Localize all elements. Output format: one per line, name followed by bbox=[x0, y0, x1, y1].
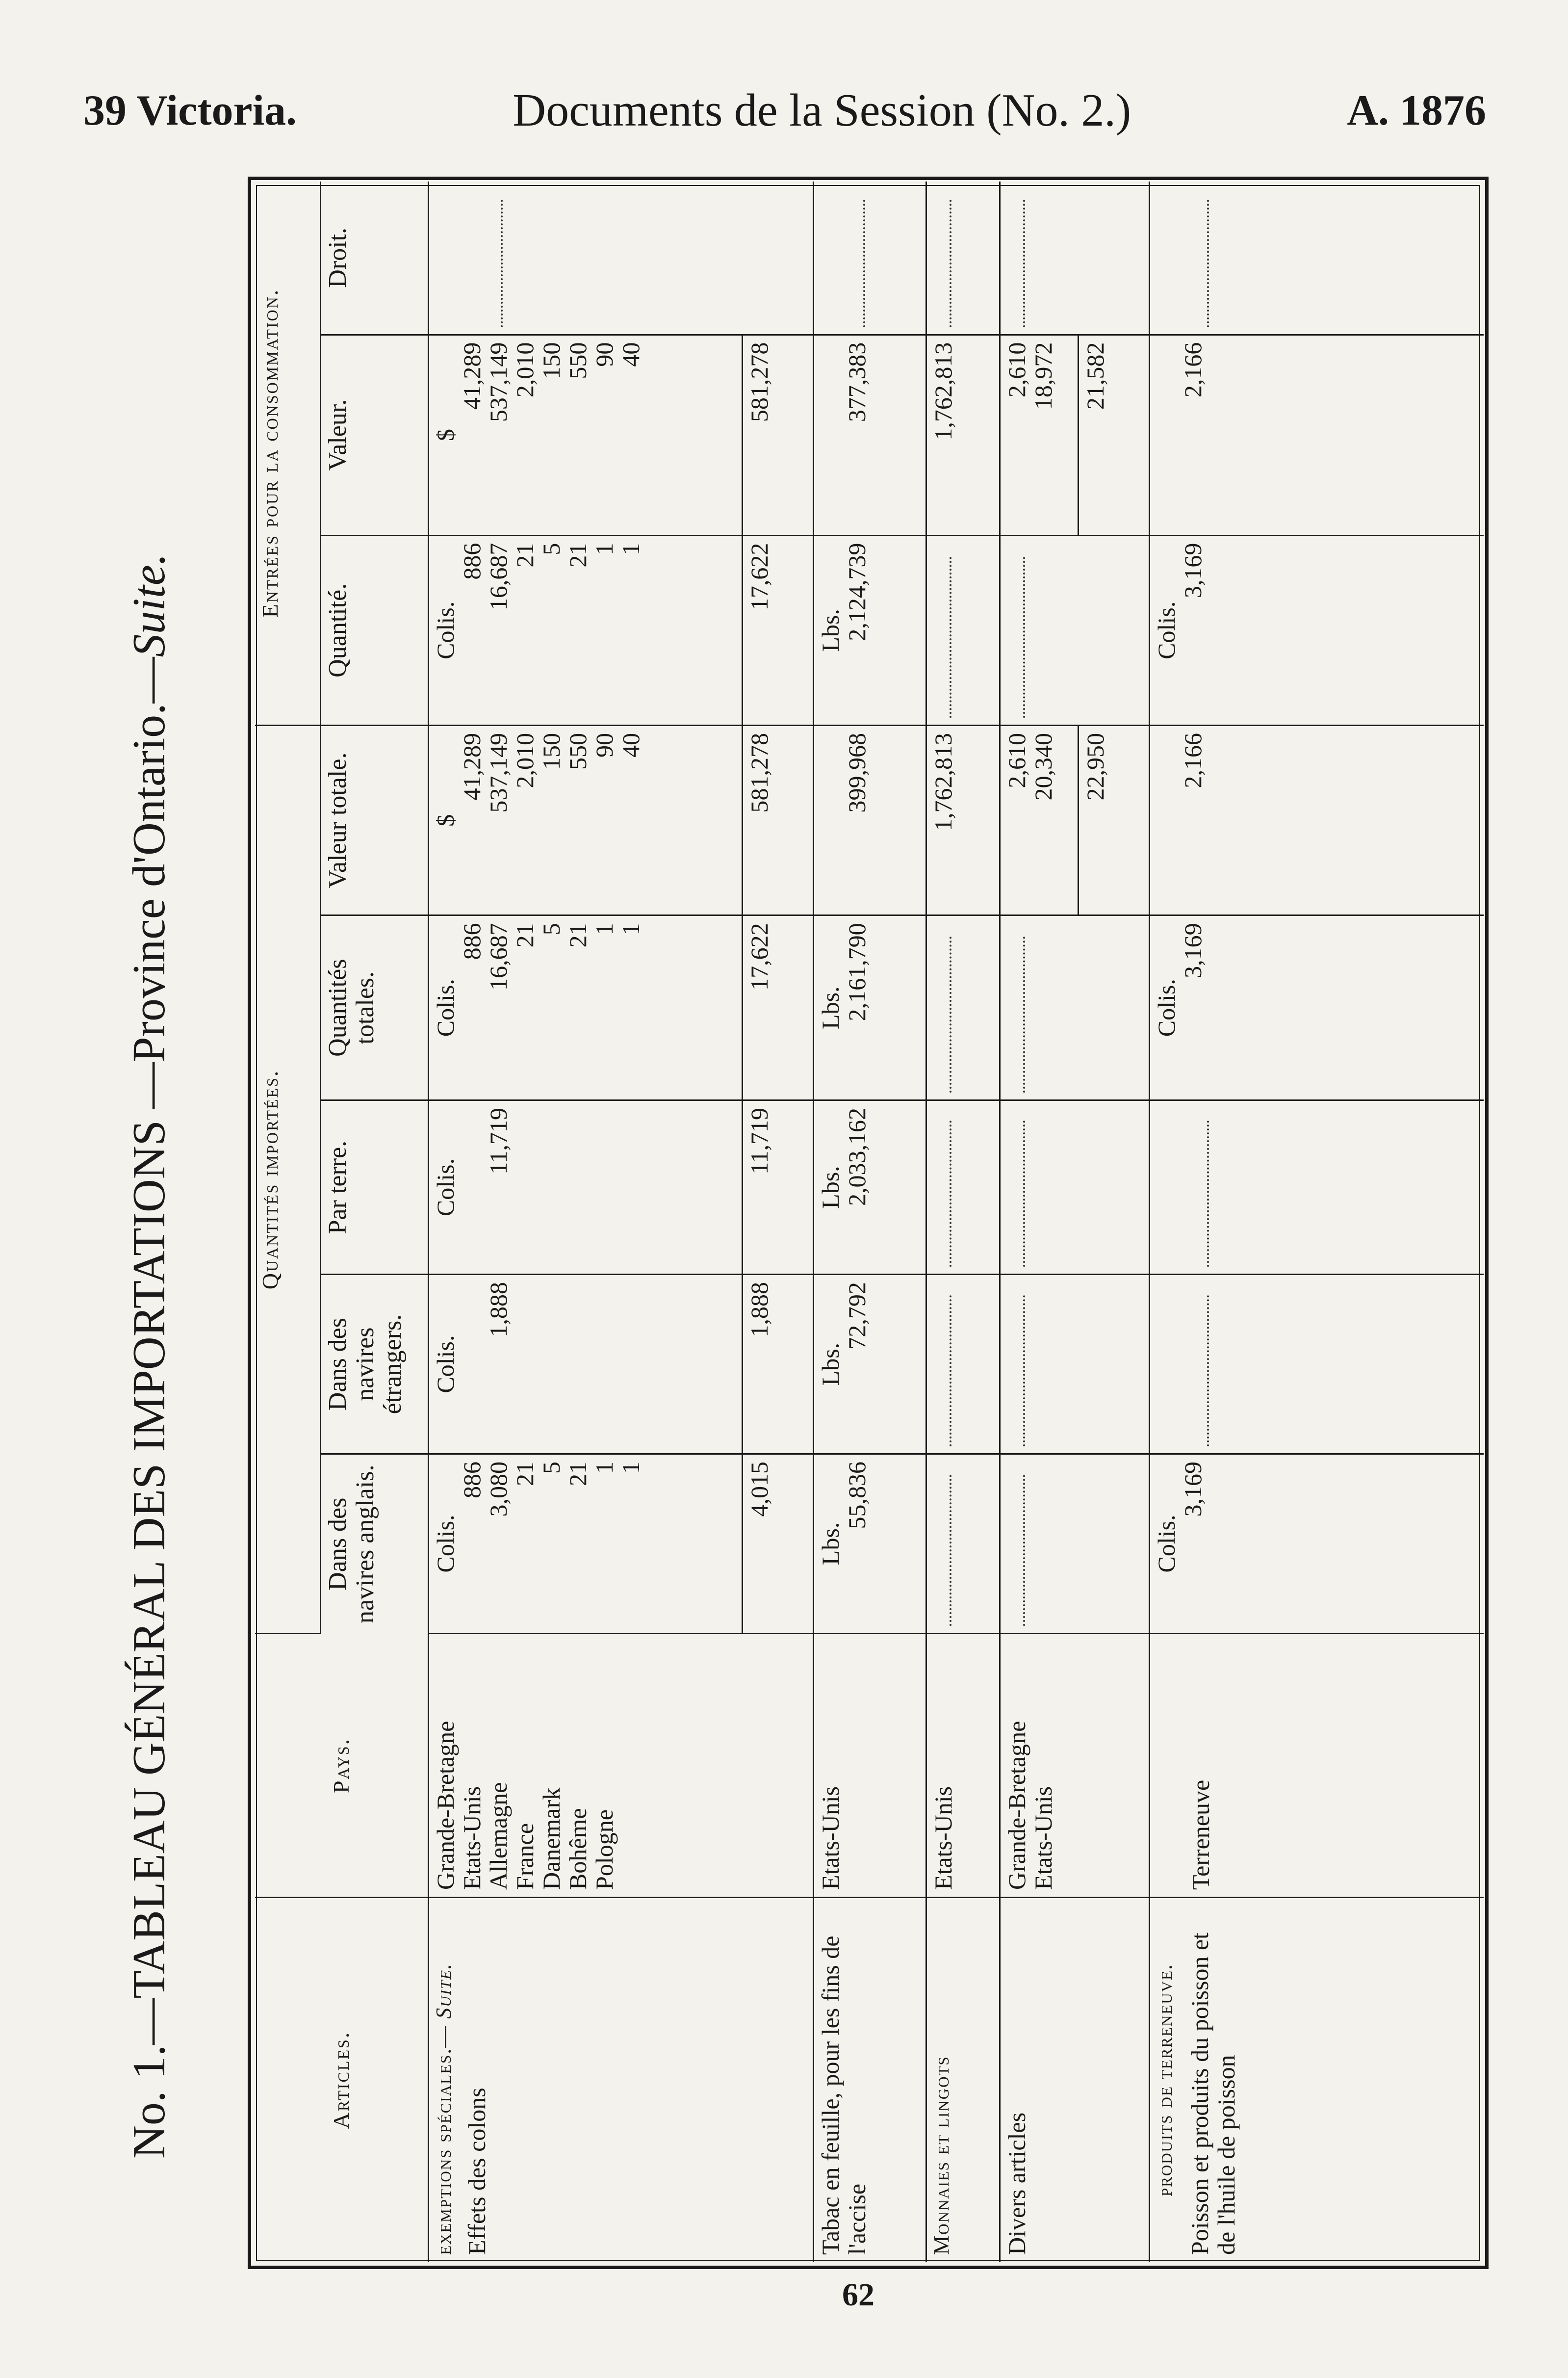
country-item: Danemark bbox=[538, 1787, 565, 1890]
value: 21 bbox=[564, 1462, 591, 1487]
cell-dots bbox=[1000, 1275, 1079, 1454]
sum-val-tot-effets: 581,278 bbox=[743, 725, 814, 915]
cell-valeur-monnaies: 1,762,813 bbox=[926, 335, 1000, 535]
value: 41,289 bbox=[458, 342, 486, 410]
value: 1 bbox=[617, 543, 644, 555]
cell-qte-poisson: Colis. 3,169 bbox=[1150, 535, 1484, 725]
table-row-divers-sum bbox=[1079, 182, 1150, 2262]
running-head bbox=[83, 83, 1486, 137]
sum-qt-tot-effets: 17,622 bbox=[743, 915, 814, 1100]
country-item: Etats-Unis bbox=[458, 1786, 486, 1890]
value: 5 bbox=[538, 543, 565, 555]
value: 21 bbox=[511, 1462, 539, 1487]
cell-countries-effets bbox=[429, 1633, 743, 1897]
header-anglais: Dans des navires anglais. bbox=[321, 1454, 429, 1634]
cell-etrangers-tabac: Lbs. 72,792 bbox=[814, 1275, 926, 1454]
cell-article-poisson bbox=[1150, 1897, 1484, 2262]
value: 537,149 bbox=[485, 342, 512, 422]
country-tabac: Etats-Unis bbox=[814, 1633, 926, 1897]
header-group-consumption: Entrées pour la consommation. bbox=[255, 182, 321, 725]
cell-etrangers-effets bbox=[429, 1275, 743, 1454]
unit-label: Colis. bbox=[432, 1158, 459, 1217]
section-exemptions: exemptions spéciales.— Suite. bbox=[432, 1962, 456, 2255]
value: 21 bbox=[564, 923, 591, 948]
running-head-right: A. 1876 bbox=[1347, 86, 1486, 134]
cell-empty bbox=[743, 182, 814, 335]
value: 150 bbox=[538, 732, 565, 770]
header-etrangers: Dans des navires étrangers. bbox=[321, 1275, 429, 1454]
cell-qt-tot-effets bbox=[429, 915, 743, 1100]
cell-dots bbox=[926, 182, 1000, 335]
country-item: Grande-Bretagne bbox=[432, 1721, 459, 1890]
cell-val-tot-effets bbox=[429, 725, 743, 915]
sum-terre-effets: 11,719 bbox=[743, 1100, 814, 1275]
cell-anglais-tabac: Lbs. 55,836 bbox=[814, 1454, 926, 1634]
value: 21 bbox=[511, 543, 539, 568]
value: 41,289 bbox=[458, 732, 486, 801]
value: 16,687 bbox=[485, 923, 512, 991]
cell-empty bbox=[1079, 1633, 1150, 1897]
value: 40 bbox=[617, 732, 644, 758]
header-group-imported: Quantités importées. bbox=[255, 725, 321, 1633]
country-item: Etats-Unis bbox=[1029, 1786, 1057, 1890]
cell-qt-tot-tabac: Lbs. 2,161,790 bbox=[814, 915, 926, 1100]
cell-valeur-tabac: 377,383 bbox=[814, 335, 926, 535]
table-row-monnaies bbox=[926, 182, 1000, 2262]
table-title-main: No. 1.—TABLEAU GÉNÉRAL DES IMPORTATIONS —Province d'Ontario.— bbox=[124, 657, 175, 2159]
page-number: 62 bbox=[842, 2277, 874, 2313]
cell-empty bbox=[1079, 1897, 1150, 2262]
cell-dots bbox=[926, 1100, 1000, 1275]
value: 90 bbox=[591, 342, 618, 367]
value: 5 bbox=[538, 923, 565, 936]
value: 16,687 bbox=[485, 543, 512, 611]
cell-anglais-poisson: Colis. 3,169 bbox=[1150, 1454, 1484, 1634]
unit-label: Colis. bbox=[432, 979, 459, 1037]
value: 11,719 bbox=[485, 1108, 512, 1175]
running-head-center: Documents de la Session (No. 2.) bbox=[513, 85, 1131, 136]
value: 1 bbox=[591, 923, 618, 936]
sum-anglais-effets: 4,015 bbox=[743, 1454, 814, 1634]
cell-dots bbox=[926, 1454, 1000, 1634]
article-monnaies: Monnaies et lingots bbox=[926, 1897, 1000, 2262]
cell-empty bbox=[1079, 535, 1150, 725]
table-title-suffix: Suite. bbox=[124, 553, 175, 657]
cell-dots bbox=[926, 1275, 1000, 1454]
currency-label: $ bbox=[432, 429, 459, 442]
rotated-table-wrap bbox=[255, 182, 1484, 2262]
header-articles: Articles. bbox=[255, 1897, 429, 2262]
value: 40 bbox=[617, 342, 644, 367]
country-item: France bbox=[511, 1823, 539, 1890]
value: 1 bbox=[591, 543, 618, 555]
value: 886 bbox=[458, 543, 486, 580]
header-terre: Par terre. bbox=[321, 1100, 429, 1275]
header-valeur-totale: Valeur totale. bbox=[321, 725, 429, 915]
sum-qte-effets: 17,622 bbox=[743, 535, 814, 725]
value: 1 bbox=[591, 1462, 618, 1474]
country-item: Bohême bbox=[564, 1808, 591, 1890]
header-droit: Droit. bbox=[321, 182, 429, 335]
imports-table bbox=[255, 182, 1484, 2262]
cell-dots bbox=[1000, 1100, 1079, 1275]
cell-droit-effets bbox=[429, 182, 743, 335]
header-pays: Pays. bbox=[255, 1633, 429, 1897]
cell-valeur-poisson: 2,166 bbox=[1150, 335, 1484, 535]
sum-valeur-divers: 21,582 bbox=[1079, 335, 1150, 535]
table-title bbox=[123, 49, 176, 2159]
cell-article-effets bbox=[429, 1897, 743, 2262]
country-poisson: Terreneuve bbox=[1150, 1633, 1484, 1897]
cell-val-tot-tabac: 399,968 bbox=[814, 725, 926, 915]
value: 5 bbox=[538, 1462, 565, 1474]
section-terreneuve: produits de terreneuve. bbox=[1153, 1963, 1177, 2197]
cell-dots bbox=[926, 915, 1000, 1100]
value: 550 bbox=[564, 342, 591, 379]
value: 21 bbox=[511, 923, 539, 948]
value: 90 bbox=[591, 732, 618, 758]
cell-valeur-divers: 2,610 18,972 bbox=[1000, 335, 1079, 535]
cell-empty bbox=[1079, 915, 1150, 1100]
sum-val-tot-divers: 22,950 bbox=[1079, 725, 1150, 915]
cell-dots bbox=[1150, 1275, 1484, 1454]
cell-dots bbox=[1000, 182, 1079, 335]
cell-empty bbox=[1079, 1275, 1150, 1454]
value: 21 bbox=[564, 543, 591, 568]
unit-label: Colis. bbox=[432, 1515, 459, 1573]
article-effets: Effets des colons bbox=[463, 2088, 490, 2255]
country-monnaies: Etats-Unis bbox=[926, 1633, 1000, 1897]
sum-valeur-effets: 581,278 bbox=[743, 335, 814, 535]
header-quantite: Quantité. bbox=[321, 535, 429, 725]
cell-val-tot-monnaies: 1,762,813 bbox=[926, 725, 1000, 915]
article-divers: Divers articles bbox=[1000, 1897, 1079, 2262]
value: 2,010 bbox=[511, 342, 539, 398]
cell-dots bbox=[1000, 535, 1079, 725]
cell-empty bbox=[1079, 1100, 1150, 1275]
cell-dots bbox=[1000, 1454, 1079, 1634]
header-row-groups bbox=[255, 182, 321, 2262]
value: 2,010 bbox=[511, 732, 539, 788]
cell-dots bbox=[1000, 915, 1079, 1100]
cell-empty bbox=[1079, 1454, 1150, 1634]
table-row-tabac bbox=[814, 182, 926, 2262]
value: 1 bbox=[617, 923, 644, 936]
unit-label: Colis. bbox=[432, 601, 459, 659]
value: 886 bbox=[458, 923, 486, 960]
cell-anglais-effets bbox=[429, 1454, 743, 1634]
article-tabac: Tabac en feuille, pour les fins de l'accise bbox=[814, 1897, 926, 2262]
running-head-left: 39 Victoria. bbox=[83, 86, 297, 134]
sum-etrangers-effets: 1,888 bbox=[743, 1275, 814, 1454]
cell-qte-effets bbox=[429, 535, 743, 725]
value: 1,888 bbox=[485, 1282, 512, 1337]
table-row-divers bbox=[1000, 182, 1079, 2262]
value: 3,080 bbox=[485, 1462, 512, 1517]
cell-dots bbox=[1150, 182, 1484, 335]
table-row-poisson bbox=[1150, 182, 1484, 2262]
cell-terre-effets bbox=[429, 1100, 743, 1275]
cell-valeur-effets bbox=[429, 335, 743, 535]
cell-qte-tabac: Lbs. 2,124,739 bbox=[814, 535, 926, 725]
table-row-effets bbox=[429, 182, 743, 2262]
cell-empty bbox=[743, 1897, 814, 2262]
header-qt-totales: Quantités totales. bbox=[321, 915, 429, 1100]
country-item: Pologne bbox=[591, 1809, 618, 1890]
country-item: Grande-Bretagne bbox=[1003, 1721, 1030, 1890]
article-poisson: Poisson et produits du poisson et de l'huile de poisson bbox=[1185, 1933, 1240, 2255]
currency-label: $ bbox=[432, 814, 459, 827]
cell-droit-tabac bbox=[814, 182, 926, 335]
cell-empty bbox=[743, 1633, 814, 1897]
country-item: Allemagne bbox=[485, 1782, 512, 1890]
table-row-effets-sum bbox=[743, 182, 814, 2262]
value: 550 bbox=[564, 732, 591, 770]
value: 886 bbox=[458, 1462, 486, 1499]
unit-label: Colis. bbox=[432, 1335, 459, 1393]
cell-dots bbox=[1150, 1100, 1484, 1275]
cell-qt-tot-poisson: Colis. 3,169 bbox=[1150, 915, 1484, 1100]
cell-dots bbox=[926, 535, 1000, 725]
cell-val-tot-poisson: 2,166 bbox=[1150, 725, 1484, 915]
value: 1 bbox=[617, 1462, 644, 1474]
header-valeur: Valeur. bbox=[321, 335, 429, 535]
cell-terre-tabac: Lbs. 2,033,162 bbox=[814, 1100, 926, 1275]
cell-val-tot-divers: 2,610 20,340 bbox=[1000, 725, 1079, 915]
value: 537,149 bbox=[485, 732, 512, 813]
cell-empty bbox=[1079, 182, 1150, 335]
cell-countries-divers bbox=[1000, 1633, 1079, 1897]
value: 150 bbox=[538, 342, 565, 379]
